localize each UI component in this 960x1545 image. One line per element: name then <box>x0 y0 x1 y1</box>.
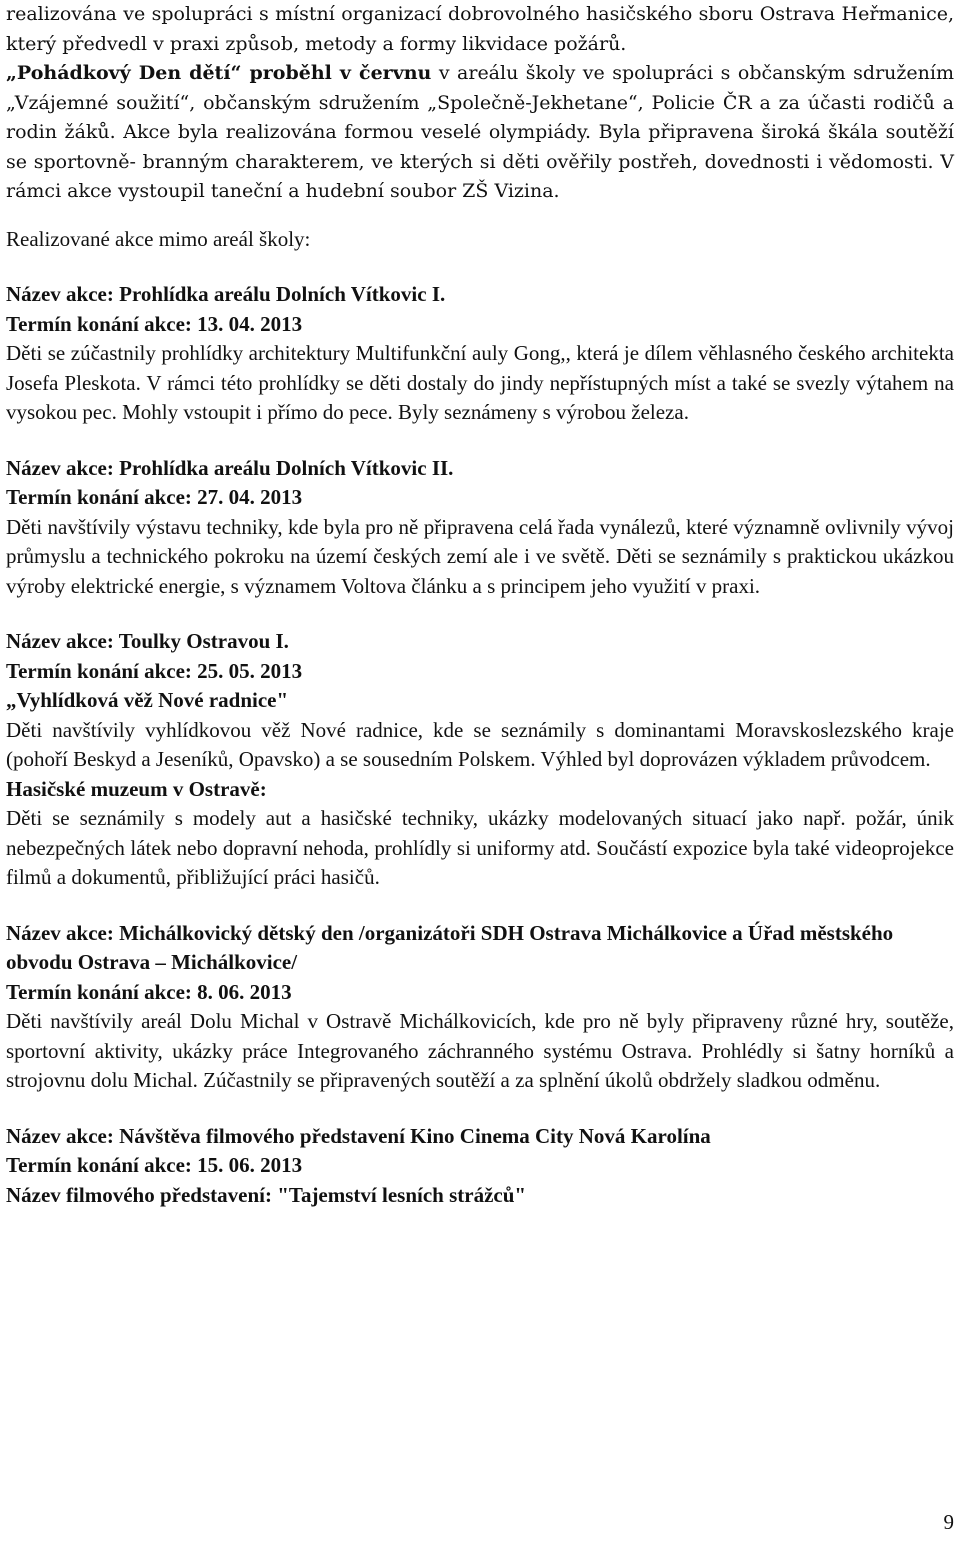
event-5 <box>6 1122 954 1211</box>
event-name: Název akce: Prohlídka areálu Dolních Vítkovic I. <box>6 282 446 306</box>
event-name: Název akce: Toulky Ostravou I. <box>6 629 289 653</box>
event-film-title: Název filmového představení: "Tajemství lesních strážců" <box>6 1182 527 1207</box>
event-name: Název akce: Návštěva filmového představení Kino Cinema City Nová Karolína <box>6 1123 711 1148</box>
intro-paragraph-2 <box>6 59 954 207</box>
event-description: Děti navštívily areál Dolu Michal v Ostravě Michálkovicích, kde pro ně byly připraveny různé hry, soutěže, sportovní aktivity, ukázky práce Integrovaného záchranného systému Ostrava. Prohlédly si šatny horníků a strojovnu dolu Michal. Zúčastnily se připravených soutěží a za splnění úkolů obdržely sladkou odměnu. <box>6 1009 954 1092</box>
intro-event-title: „Pohádkový Den dětí“ proběhl v červnu <box>6 62 432 84</box>
event-description: Děti se zúčastnily prohlídky architektury Multifunkční auly Gong,, která je dílem věhlasného českého architekta Josefa Pleskota. V rámci této prohlídky se děti dostaly do jindy nepřístupných míst a také se svezly výtahem na vysokou pec. Mohly vstoupit i přímo do pece. Byly seznámeny s výrobou železa. <box>6 341 954 424</box>
event-date: Termín konání akce: 13. 04. 2013 <box>6 311 303 336</box>
event-name: Název akce: Michálkovický dětský den /organizátoři SDH Ostrava Michálkovice a Úřad městského obvodu Ostrava – Michálkovice/ <box>6 920 894 974</box>
event-3 <box>6 627 954 893</box>
event-date: Termín konání akce: 15. 06. 2013 <box>6 1153 303 1177</box>
event-description: Děti navštívily vyhlídkovou věž Nové radnice, kde se seznámily s dominantami Moravskoslezského kraje (pohoří Beskyd a Jeseníků, Opavsko) a se sousedním Polskem. Výhled byl doprovázen výkladem průvodcem. <box>6 717 954 771</box>
event-name: Název akce: Prohlídka areálu Dolních Vítkovic II. <box>6 455 454 480</box>
event-description: Děti navštívily výstavu techniky, kde byla pro ně připravena celá řada vynálezů, které významně ovlivnily vývoj průmyslu a technického pokroku na území českých zemí ale i ve světě. Děti se seznámily s praktickou ukázkou výroby elektrické energie, s významem Voltova článku a s principem jeho využití v praxi. <box>6 514 954 598</box>
intro-event-text: v areálu školy ve spolupráci s občanským sdružením „Vzájemné soužití“, občanským sdružením „Společně-Jekhetane“, Policie ČR a za účasti rodičů a rodin žáků. Akce byla realizována formou veselé olympiády. Byla připravena široká škála soutěží se sportovně- branným charakterem, ve kterých si děti ověřily postřeh, dovednosti i vědomosti. V rámci akce vystoupil taneční a hudební soubor ZŠ Vizina. <box>6 62 954 202</box>
event-date: Termín konání akce: 25. 05. 2013 <box>6 658 303 683</box>
event-subtitle: „Vyhlídková věž Nové radnice" <box>6 688 289 712</box>
event-description: Děti se seznámily s modely aut a hasičské techniky, ukázky modelovaných situací jako např. požár, únik nebezpečných látek nebo dopravní nehoda, prohlídly si uniformy atd. Součástí expozice byla také videoprojekce filmů a dokumentů, přibližující práci hasičů. <box>6 806 954 889</box>
page-number: 9 <box>943 1510 954 1534</box>
event-2 <box>6 454 954 602</box>
event-date: Termín konání akce: 8. 06. 2013 <box>6 979 292 1004</box>
event-date: Termín konání akce: 27. 04. 2013 <box>6 485 303 509</box>
section-heading: Realizované akce mimo areál školy: <box>6 226 311 251</box>
event-subtitle: Hasičské muzeum v Ostravě: <box>6 776 267 801</box>
intro-paragraph-1: realizována ve spolupráci s místní organizací dobrovolného hasičského sboru Ostrava Heřmanice, který předvedl v praxi způsob, metody a formy likvidace požárů. <box>6 3 954 55</box>
event-1 <box>6 280 954 428</box>
event-4 <box>6 919 954 1096</box>
